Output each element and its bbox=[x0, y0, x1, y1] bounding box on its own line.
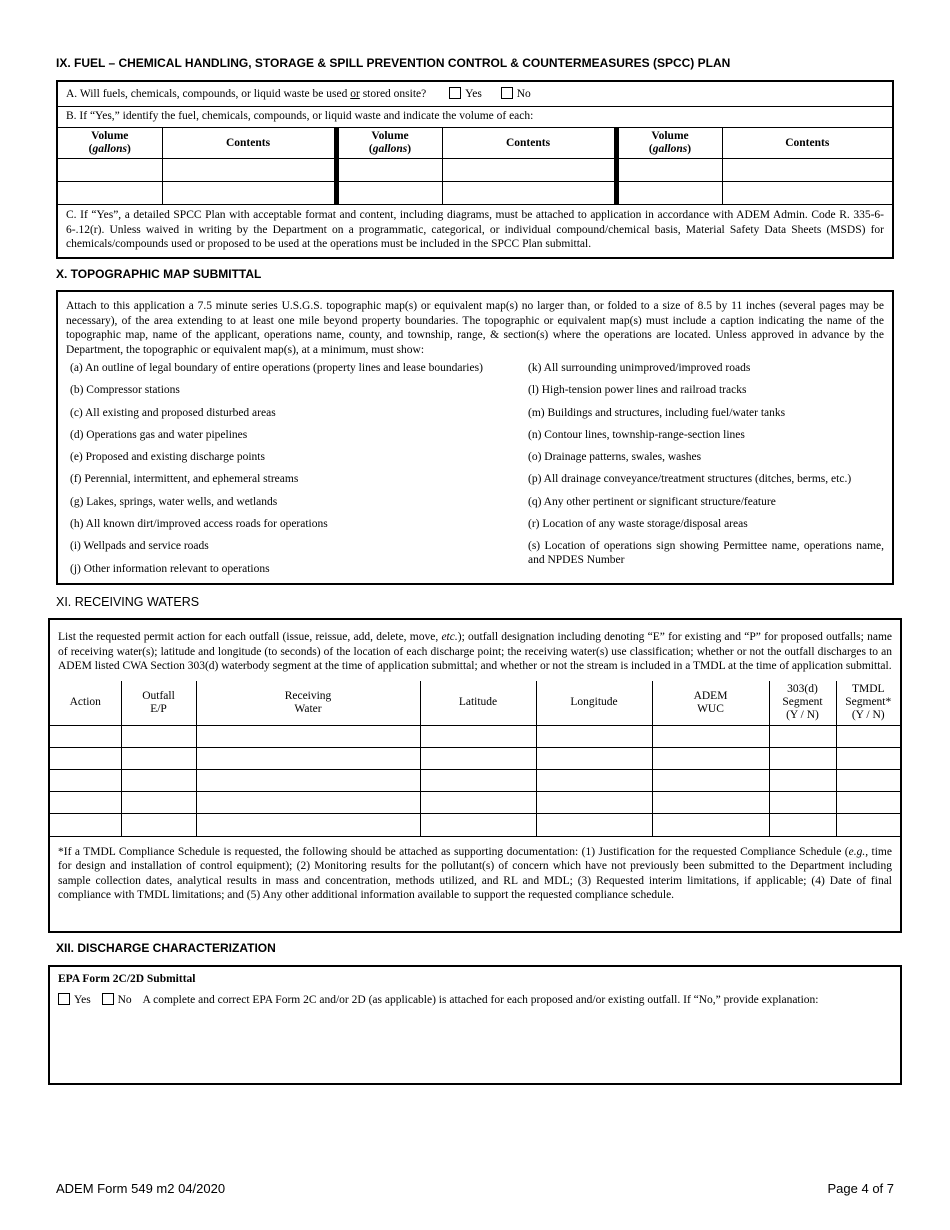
yes-checkbox[interactable] bbox=[449, 87, 461, 99]
tmdl-segment-cell[interactable] bbox=[836, 726, 900, 748]
discharge-characterization-box bbox=[48, 965, 902, 1085]
longitude-cell[interactable] bbox=[536, 770, 652, 792]
contents-cell[interactable] bbox=[722, 181, 892, 204]
map-requirements-list bbox=[66, 361, 884, 584]
epa-yes-label: Yes bbox=[74, 994, 91, 1006]
volume-cell[interactable] bbox=[616, 181, 722, 204]
epa-yes-checkbox[interactable] bbox=[58, 993, 70, 1005]
contents-header-3: Contents bbox=[722, 128, 892, 158]
question-b-text: B. If “Yes,” identify the fuel, chemicals, compounds, or liquid waste and indicate the volume of each: bbox=[66, 110, 534, 122]
section-ix-title: IX. FUEL – CHEMICAL HANDLING, STORAGE & SPILL PREVENTION CONTROL & COUNTERMEASURES (SPCC) PLAN bbox=[56, 56, 731, 70]
outfall-row bbox=[50, 748, 900, 770]
contents-cell[interactable] bbox=[162, 181, 336, 204]
map-requirement-item: (i) Wellpads and service roads bbox=[70, 540, 209, 553]
outfall-cell[interactable] bbox=[121, 814, 196, 836]
latitude-header: Latitude bbox=[420, 681, 536, 726]
yes-label: Yes bbox=[465, 88, 482, 100]
receiving-water-cell[interactable] bbox=[196, 814, 420, 836]
fuel-table-row bbox=[58, 181, 892, 204]
epa-no-checkbox[interactable] bbox=[102, 993, 114, 1005]
latitude-cell[interactable] bbox=[420, 814, 536, 836]
longitude-cell[interactable] bbox=[536, 792, 652, 814]
map-requirement-item: (c) All existing and proposed disturbed areas bbox=[70, 406, 276, 419]
outfall-row bbox=[50, 814, 900, 836]
contents-header-2: Contents bbox=[442, 128, 616, 158]
action-cell[interactable] bbox=[50, 792, 121, 814]
longitude-header: Longitude bbox=[536, 681, 652, 726]
explanation-area[interactable] bbox=[58, 1006, 892, 1066]
map-requirements-right bbox=[528, 361, 884, 584]
receiving-water-cell[interactable] bbox=[196, 770, 420, 792]
receiving-waters-intro: List the requested permit action for each outfall (issue, reissue, add, delete, move, etc.); outfall designation including denoting “E” for existing and “P” for proposed outfalls; name of receiving water(s); latitude and longitude (to seconds) of the location of each discharge point; the receiving water(s) use classification; whether or not the outfall discharges to an ADEM listed CWA Section 303(d) waterbody segment at the time of application submittal; and whether or not the stream is included in a TMDL at the time of application submittal. bbox=[58, 631, 892, 672]
303d-segment-cell[interactable] bbox=[769, 770, 836, 792]
action-header: Action bbox=[50, 681, 121, 726]
map-requirement-item: (g) Lakes, springs, water wells, and wetlands bbox=[70, 495, 278, 508]
page-number: Page 4 of 7 bbox=[827, 1181, 894, 1196]
spcc-plan-instructions: C. If “Yes”, a detailed SPCC Plan with acceptable format and content, including diagrams, must be attached to application in accordance with ADEM Admin. Code R. 335-6-6-.12(r). Unless waived in writing by the Department on a programmatic, categorical, or individual compound/chemical basis, Material Safety Data Sheets (MSDS) for chemicals/compounds used or proposed to be used at the operations must be included in the SPCC Plan submittal. bbox=[58, 204, 892, 255]
adem-wuc-cell[interactable] bbox=[652, 748, 769, 770]
volume-cell[interactable] bbox=[336, 181, 442, 204]
latitude-cell[interactable] bbox=[420, 792, 536, 814]
adem-wuc-cell[interactable] bbox=[652, 770, 769, 792]
map-requirement-item: (b) Compressor stations bbox=[70, 384, 180, 397]
adem-wuc-header: ADEM WUC bbox=[652, 681, 769, 726]
action-cell[interactable] bbox=[50, 814, 121, 836]
spcc-box bbox=[56, 80, 894, 259]
adem-wuc-cell[interactable] bbox=[652, 726, 769, 748]
epa-form-question bbox=[58, 993, 892, 1006]
adem-wuc-cell[interactable] bbox=[652, 814, 769, 836]
outfall-row bbox=[50, 770, 900, 792]
outfall-table bbox=[50, 681, 900, 836]
tmdl-segment-header: TMDL Segment* (Y / N) bbox=[836, 681, 900, 726]
outfall-table-header bbox=[50, 681, 900, 726]
map-requirement-item: (p) All drainage conveyance/treatment structures (ditches, berms, etc.) bbox=[528, 473, 852, 486]
receiving-water-cell[interactable] bbox=[196, 748, 420, 770]
map-requirement-item: (o) Drainage patterns, swales, washes bbox=[528, 451, 702, 464]
contents-cell[interactable] bbox=[722, 158, 892, 181]
map-requirement-item: (f) Perennial, intermittent, and ephemeral streams bbox=[70, 473, 299, 486]
action-cell[interactable] bbox=[50, 748, 121, 770]
map-requirement-item: (n) Contour lines, township-range-section lines bbox=[528, 428, 745, 441]
outfall-cell[interactable] bbox=[121, 748, 196, 770]
epa-form-subtitle: EPA Form 2C/2D Submittal bbox=[58, 973, 196, 985]
outfall-header: Outfall E/P bbox=[121, 681, 196, 726]
section-x-title: X. TOPOGRAPHIC MAP SUBMITTAL bbox=[56, 267, 262, 281]
latitude-cell[interactable] bbox=[420, 726, 536, 748]
epa-no-group[interactable] bbox=[102, 994, 132, 1006]
section-xi-title: XI. RECEIVING WATERS bbox=[56, 595, 200, 609]
tmdl-segment-cell[interactable] bbox=[836, 748, 900, 770]
volume-header-2: Volume (gallons) bbox=[336, 128, 442, 158]
form-number: ADEM Form 549 m2 04/2020 bbox=[56, 1181, 226, 1196]
topographic-map-box bbox=[56, 290, 894, 585]
303d-segment-cell[interactable] bbox=[769, 726, 836, 748]
tmdl-segment-cell[interactable] bbox=[836, 814, 900, 836]
question-a-text: A. Will fuels, chemicals, compounds, or liquid waste be used or stored onsite? bbox=[66, 88, 427, 100]
longitude-cell[interactable] bbox=[536, 814, 652, 836]
map-requirement-item: (k) All surrounding unimproved/improved roads bbox=[528, 362, 751, 374]
latitude-cell[interactable] bbox=[420, 748, 536, 770]
receiving-water-header: Receiving Water bbox=[196, 681, 420, 726]
contents-header-1: Contents bbox=[162, 128, 336, 158]
receiving-waters-box bbox=[48, 618, 902, 933]
map-requirement-item: (d) Operations gas and water pipelines bbox=[70, 428, 248, 441]
question-a-row bbox=[58, 82, 892, 107]
contents-cell[interactable] bbox=[442, 158, 616, 181]
map-requirement-item: (q) Any other pertinent or significant structure/feature bbox=[528, 495, 776, 508]
adem-wuc-cell[interactable] bbox=[652, 792, 769, 814]
epa-no-label: No bbox=[117, 994, 132, 1006]
epa-form-text: A complete and correct EPA Form 2C and/or 2D (as applicable) is attached for each proposed and/or existing outfall. If “No,” provide explanation: bbox=[142, 994, 819, 1006]
fuel-volume-table bbox=[58, 128, 892, 204]
section-xii-title: XII. DISCHARGE CHARACTERIZATION bbox=[56, 941, 276, 955]
outfall-cell[interactable] bbox=[121, 726, 196, 748]
no-checkbox-group[interactable] bbox=[501, 88, 531, 100]
volume-cell[interactable] bbox=[58, 181, 162, 204]
outfall-cell[interactable] bbox=[121, 770, 196, 792]
outfall-cell[interactable] bbox=[121, 792, 196, 814]
303d-segment-cell[interactable] bbox=[769, 748, 836, 770]
303d-segment-header: 303(d) Segment (Y / N) bbox=[769, 681, 836, 726]
no-label: No bbox=[516, 88, 531, 100]
longitude-cell[interactable] bbox=[536, 748, 652, 770]
tmdl-compliance-note: *If a TMDL Compliance Schedule is requested, the following should be attached as supporting documentation: (1) Justification for the requested Compliance Schedule (e.g., time for design and installation of control equipment); (2) Monitoring results for the pollutant(s) of concern which have not previously been submitted to the Department including sample collection dates, analytical results in mass and concentration, methods utilized, and RL and MDL; (3) Requested interim limitations, if applicable; (4) Date of final compliance with TMDL limitations; and (5) Any other additional information available to support the requested compliance schedule. bbox=[50, 836, 900, 903]
action-cell[interactable] bbox=[50, 770, 121, 792]
longitude-cell[interactable] bbox=[536, 726, 652, 748]
latitude-cell[interactable] bbox=[420, 770, 536, 792]
yes-checkbox-group[interactable] bbox=[449, 88, 482, 100]
map-requirement-item: (e) Proposed and existing discharge points bbox=[70, 451, 265, 464]
action-cell[interactable] bbox=[50, 726, 121, 748]
map-requirements-left bbox=[66, 361, 528, 584]
tmdl-segment-cell[interactable] bbox=[836, 770, 900, 792]
receiving-water-cell[interactable] bbox=[196, 792, 420, 814]
map-requirement-item: (r) Location of any waste storage/disposal areas bbox=[528, 518, 748, 531]
outfall-row bbox=[50, 726, 900, 748]
outfall-row bbox=[50, 792, 900, 814]
303d-segment-cell[interactable] bbox=[769, 792, 836, 814]
question-b-row bbox=[58, 107, 892, 128]
contents-cell[interactable] bbox=[442, 181, 616, 204]
map-requirement-item: (a) An outline of legal boundary of entire operations (property lines and lease boundaries) bbox=[70, 362, 483, 374]
volume-cell[interactable] bbox=[336, 158, 442, 181]
map-requirement-item: (h) All known dirt/improved access roads for operations bbox=[70, 518, 328, 531]
epa-yes-group[interactable] bbox=[58, 994, 91, 1006]
volume-header-3: Volume (gallons) bbox=[616, 128, 722, 158]
volume-header-1: Volume (gallons) bbox=[58, 128, 162, 158]
map-requirement-item: (j) Other information relevant to operations bbox=[70, 562, 270, 575]
map-requirement-item: (l) High-tension power lines and railroad tracks bbox=[528, 384, 747, 397]
volume-cell[interactable] bbox=[616, 158, 722, 181]
volume-cell[interactable] bbox=[58, 158, 162, 181]
topographic-map-intro: Attach to this application a 7.5 minute series U.S.G.S. topographic map(s) or equivalent map(s) no larger than, or folded to a size of 8.5 by 11 inches (several pages may be necessary), of the area extending to at least one mile beyond property boundaries. The topographic or equivalent map(s) must include a caption indicating the name of the topographic map, name of the applicant, operations name, county, and township, range, & section(s) where the operations are located. Unless approved in advance by the Department, the topographic or equivalent map(s), at a minimum, must show: bbox=[66, 300, 884, 356]
fuel-table-row bbox=[58, 158, 892, 181]
contents-cell[interactable] bbox=[162, 158, 336, 181]
tmdl-segment-cell[interactable] bbox=[836, 792, 900, 814]
map-requirement-item: (m) Buildings and structures, including fuel/water tanks bbox=[528, 406, 786, 419]
no-checkbox[interactable] bbox=[501, 87, 513, 99]
receiving-water-cell[interactable] bbox=[196, 726, 420, 748]
map-requirement-item: (s) Location of operations sign showing Permittee name, operations name, and NPDES Number bbox=[528, 540, 884, 567]
fuel-table-header bbox=[58, 128, 892, 158]
303d-segment-cell[interactable] bbox=[769, 814, 836, 836]
